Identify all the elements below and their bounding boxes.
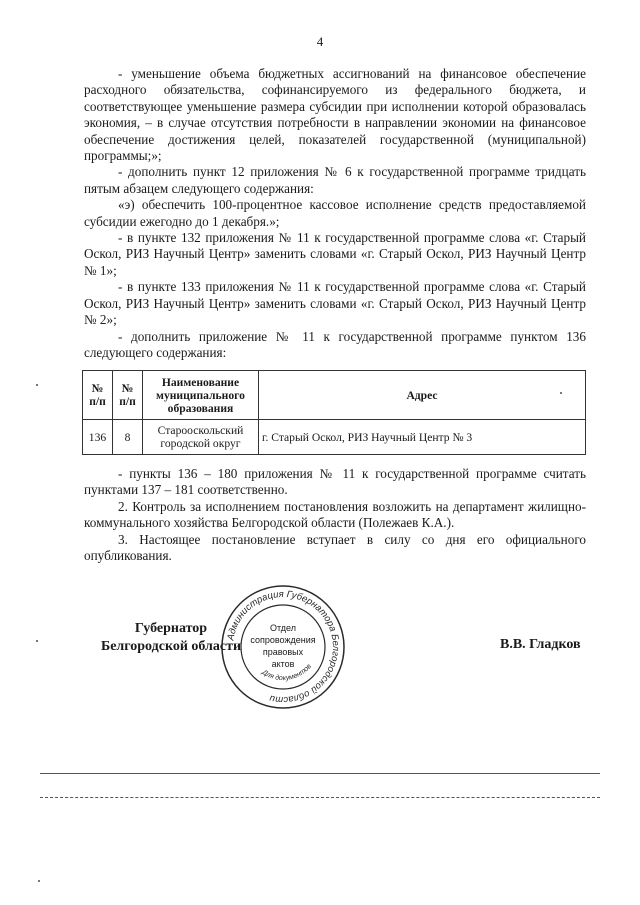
stamp-bottom-text: Для документов — [260, 663, 313, 683]
scan-line — [40, 797, 600, 798]
signatory-name: В.В. Гладков — [500, 637, 581, 652]
table-cell: г. Старый Оскол, РИЗ Научный Центр № 3 — [259, 420, 586, 455]
scan-speck — [36, 384, 38, 386]
paragraph: 2. Контроль за исполнением постановления возложить на департамент жилищно-коммунального хозяйства Белгородской области (Полежаев К.А.). — [84, 498, 586, 531]
stamp-line: Отдел — [269, 623, 297, 633]
signatory-title-line: Губернатор — [134, 621, 208, 636]
scan-speck — [36, 640, 38, 642]
paragraph: - пункты 136 – 180 приложения № 11 к государственной программе считать пунктами 137 – 181 соответственно. — [84, 466, 586, 498]
official-stamp — [218, 582, 348, 712]
paragraph: - в пункте 133 приложения № 11 к государственной программе слова «г. Старый Оскол, РИЗ Научный Центр» заменить словами «г. Старый Оскол, РИЗ Научный Центр № 2»; — [84, 279, 586, 328]
stamp-line: сопровождения — [250, 635, 316, 645]
scan-speck — [38, 880, 40, 882]
stamp-line: актов — [271, 659, 295, 669]
paragraph: - уменьшение объема бюджетных ассигнований на финансовое обеспечение расходного обязательства, софинансируемого из федерального бюджета, и соответствующее уменьшение размера субсидии при исполнении которой образовалась экономия, – в случае отсутствия потребности в направлении экономии на финансовое обеспечение достижения целей, показателей государственной (муниципальной) программы;»; — [84, 66, 586, 164]
scan-speck — [560, 392, 562, 394]
stamp-ring-text: Администрация Губернатора Белгородской области — [225, 588, 342, 706]
table-row — [83, 420, 586, 455]
body-text-after-table — [84, 466, 586, 564]
paragraph: - в пункте 132 приложения № 11 к государственной программе слова «г. Старый Оскол, РИЗ Научный Центр» заменить словами «г. Старый Оскол, РИЗ Научный Центр № 1»; — [84, 230, 586, 278]
scan-line — [40, 773, 600, 774]
table-header-row — [83, 371, 586, 420]
page-number: 4 — [316, 34, 324, 49]
table-header-cell: № п/п — [113, 371, 143, 420]
table-cell: 8 — [113, 420, 143, 455]
paragraph: 3. Настоящее постановление вступает в силу со дня его официального опубликования. — [84, 531, 586, 564]
body-text-before-table — [84, 66, 586, 361]
address-table — [82, 370, 586, 455]
table-header-cell: № п/п — [83, 371, 113, 420]
stamp-line: правовых — [262, 647, 304, 657]
table-header-cell: Адрес — [259, 371, 586, 420]
table-cell: Старооскольский городской округ — [143, 420, 259, 455]
paragraph: - дополнить пункт 12 приложения № 6 к государственной программе тридцать пятым абзацем следующего содержания: — [84, 164, 586, 196]
signatory-title-line: Белгородской области — [100, 639, 242, 654]
paragraph: - дополнить приложение № 11 к государственной программе пунктом 136 следующего содержания: — [84, 328, 586, 360]
paragraph: «э) обеспечить 100-процентное кассовое исполнение средств предоставляемой субсидии ежегодно до 1 декабря.»; — [84, 197, 586, 229]
table-cell: 136 — [83, 420, 113, 455]
table-header-cell: Наименование муниципального образования — [143, 371, 259, 420]
